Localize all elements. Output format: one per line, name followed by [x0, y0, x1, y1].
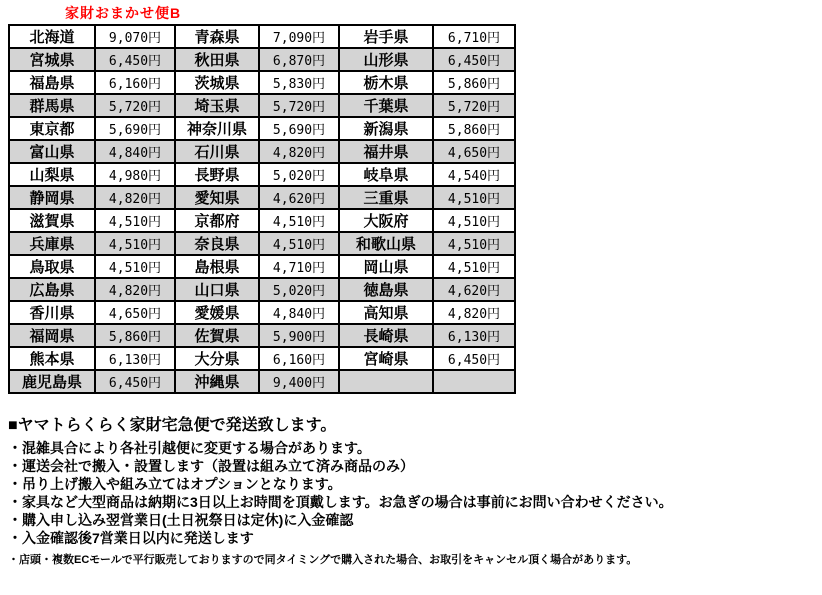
note-bullet: ・混雑具合により各社引越便に変更する場合があります。 [8, 440, 371, 456]
prefecture-cell: 福岡県 [9, 324, 95, 347]
notes-heading: ■ヤマトらくらく家財宅急便で発送致します。 [8, 417, 337, 434]
prefecture-cell: 山形県 [339, 48, 433, 71]
prefecture-cell: 岩手県 [339, 25, 433, 48]
prefecture-cell: 愛知県 [175, 186, 259, 209]
price-cell: 5,020円 [259, 163, 339, 186]
price-cell: 5,830円 [259, 71, 339, 94]
table-row [9, 255, 515, 278]
prefecture-cell: 山梨県 [9, 163, 95, 186]
price-cell: 4,620円 [433, 278, 515, 301]
prefecture-cell: 新潟県 [339, 117, 433, 140]
price-cell: 6,870円 [259, 48, 339, 71]
table-row [9, 324, 515, 347]
price-cell: 4,510円 [259, 209, 339, 232]
prefecture-cell: 神奈川県 [175, 117, 259, 140]
note-bullet: ・運送会社で搬入・設置します（設置は組み立て済み商品のみ） [8, 458, 414, 474]
table-row [9, 140, 515, 163]
prefecture-cell: 福井県 [339, 140, 433, 163]
prefecture-cell: 北海道 [9, 25, 95, 48]
prefecture-cell: 沖縄県 [175, 370, 259, 393]
prefecture-cell: 富山県 [9, 140, 95, 163]
price-cell: 6,450円 [95, 48, 175, 71]
prefecture-cell: 岐阜県 [339, 163, 433, 186]
price-cell: 4,710円 [259, 255, 339, 278]
note-bullet: ・購入申し込み翌営業日(土日祝祭日は定休)に入金確認 [8, 512, 354, 528]
price-cell: 5,900円 [259, 324, 339, 347]
table-row [9, 25, 515, 48]
price-cell: 4,620円 [259, 186, 339, 209]
prefecture-cell: 鳥取県 [9, 255, 95, 278]
table-row [9, 278, 515, 301]
table-row [9, 301, 515, 324]
note-bullet: ・入金確認後7営業日以内に発送します [8, 530, 254, 546]
prefecture-cell: 香川県 [9, 301, 95, 324]
price-cell: 5,690円 [259, 117, 339, 140]
price-cell: 5,860円 [433, 71, 515, 94]
prefecture-cell: 広島県 [9, 278, 95, 301]
prefecture-cell: 高知県 [339, 301, 433, 324]
prefecture-cell: 徳島県 [339, 278, 433, 301]
prefecture-cell: 兵庫県 [9, 232, 95, 255]
prefecture-cell: 福島県 [9, 71, 95, 94]
price-cell: 7,090円 [259, 25, 339, 48]
price-cell: 4,510円 [433, 255, 515, 278]
price-cell: 4,840円 [95, 140, 175, 163]
prefecture-cell: 宮城県 [9, 48, 95, 71]
note-bullet: ・家具など大型商品は納期に3日以上お時間を頂戴します。お急ぎの場合は事前にお問い合わせください。 [8, 494, 673, 510]
price-cell: 5,860円 [95, 324, 175, 347]
table-row [9, 186, 515, 209]
price-cell: 4,510円 [95, 255, 175, 278]
price-cell: 4,650円 [95, 301, 175, 324]
prefecture-cell: 大阪府 [339, 209, 433, 232]
disclaimer-note: ・店頭・複数ECモールで平行販売しておりますので同タイミングで購入された場合、お取引をキャンセル頂く場合があります。 [8, 554, 638, 566]
price-cell: 6,160円 [259, 347, 339, 370]
price-cell: 4,980円 [95, 163, 175, 186]
prefecture-cell: 岡山県 [339, 255, 433, 278]
prefecture-cell: 長崎県 [339, 324, 433, 347]
price-cell: 5,720円 [95, 94, 175, 117]
price-cell: 6,130円 [95, 347, 175, 370]
prefecture-cell: 島根県 [175, 255, 259, 278]
price-cell: 6,130円 [433, 324, 515, 347]
price-cell: 4,840円 [259, 301, 339, 324]
price-cell: 6,710円 [433, 25, 515, 48]
price-cell: 4,510円 [433, 209, 515, 232]
prefecture-cell: 三重県 [339, 186, 433, 209]
prefecture-cell: 石川県 [175, 140, 259, 163]
price-cell: 4,820円 [95, 186, 175, 209]
table-row [9, 370, 515, 393]
price-cell: 9,070円 [95, 25, 175, 48]
table-row [9, 117, 515, 140]
table-row [9, 94, 515, 117]
prefecture-cell: 奈良県 [175, 232, 259, 255]
price-cell: 4,820円 [259, 140, 339, 163]
price-cell: 4,820円 [95, 278, 175, 301]
prefecture-cell: 鹿児島県 [9, 370, 95, 393]
price-cell: 6,450円 [433, 48, 515, 71]
prefecture-cell: 滋賀県 [9, 209, 95, 232]
price-cell: 4,510円 [95, 232, 175, 255]
table-row [9, 163, 515, 186]
table-title: 家財おまかせ便B [65, 5, 182, 21]
shipping-fee-table [8, 24, 516, 394]
prefecture-cell: 東京都 [9, 117, 95, 140]
prefecture-cell: 長野県 [175, 163, 259, 186]
table-row [9, 232, 515, 255]
table-row [9, 71, 515, 94]
prefecture-cell: 秋田県 [175, 48, 259, 71]
price-cell: 4,540円 [433, 163, 515, 186]
prefecture-cell: 千葉県 [339, 94, 433, 117]
prefecture-cell: 熊本県 [9, 347, 95, 370]
prefecture-cell [339, 370, 433, 393]
price-cell: 5,860円 [433, 117, 515, 140]
price-cell: 5,720円 [259, 94, 339, 117]
price-cell: 4,510円 [259, 232, 339, 255]
price-cell: 5,020円 [259, 278, 339, 301]
table-row [9, 209, 515, 232]
table-row [9, 347, 515, 370]
price-cell: 4,510円 [433, 232, 515, 255]
price-cell: 4,510円 [433, 186, 515, 209]
prefecture-cell: 宮崎県 [339, 347, 433, 370]
prefecture-cell: 茨城県 [175, 71, 259, 94]
price-cell: 5,720円 [433, 94, 515, 117]
price-cell [433, 370, 515, 393]
prefecture-cell: 佐賀県 [175, 324, 259, 347]
price-cell: 6,450円 [95, 370, 175, 393]
prefecture-cell: 青森県 [175, 25, 259, 48]
price-cell: 4,650円 [433, 140, 515, 163]
prefecture-cell: 静岡県 [9, 186, 95, 209]
prefecture-cell: 栃木県 [339, 71, 433, 94]
note-bullet: ・吊り上げ搬入や組み立てはオプションとなります。 [8, 476, 342, 492]
table-row [9, 48, 515, 71]
prefecture-cell: 埼玉県 [175, 94, 259, 117]
prefecture-cell: 群馬県 [9, 94, 95, 117]
prefecture-cell: 和歌山県 [339, 232, 433, 255]
price-cell: 9,400円 [259, 370, 339, 393]
prefecture-cell: 愛媛県 [175, 301, 259, 324]
price-cell: 5,690円 [95, 117, 175, 140]
price-cell: 6,450円 [433, 347, 515, 370]
prefecture-cell: 山口県 [175, 278, 259, 301]
prefecture-cell: 大分県 [175, 347, 259, 370]
price-cell: 4,510円 [95, 209, 175, 232]
price-cell: 6,160円 [95, 71, 175, 94]
price-cell: 4,820円 [433, 301, 515, 324]
prefecture-cell: 京都府 [175, 209, 259, 232]
notes-bullets [8, 439, 673, 547]
